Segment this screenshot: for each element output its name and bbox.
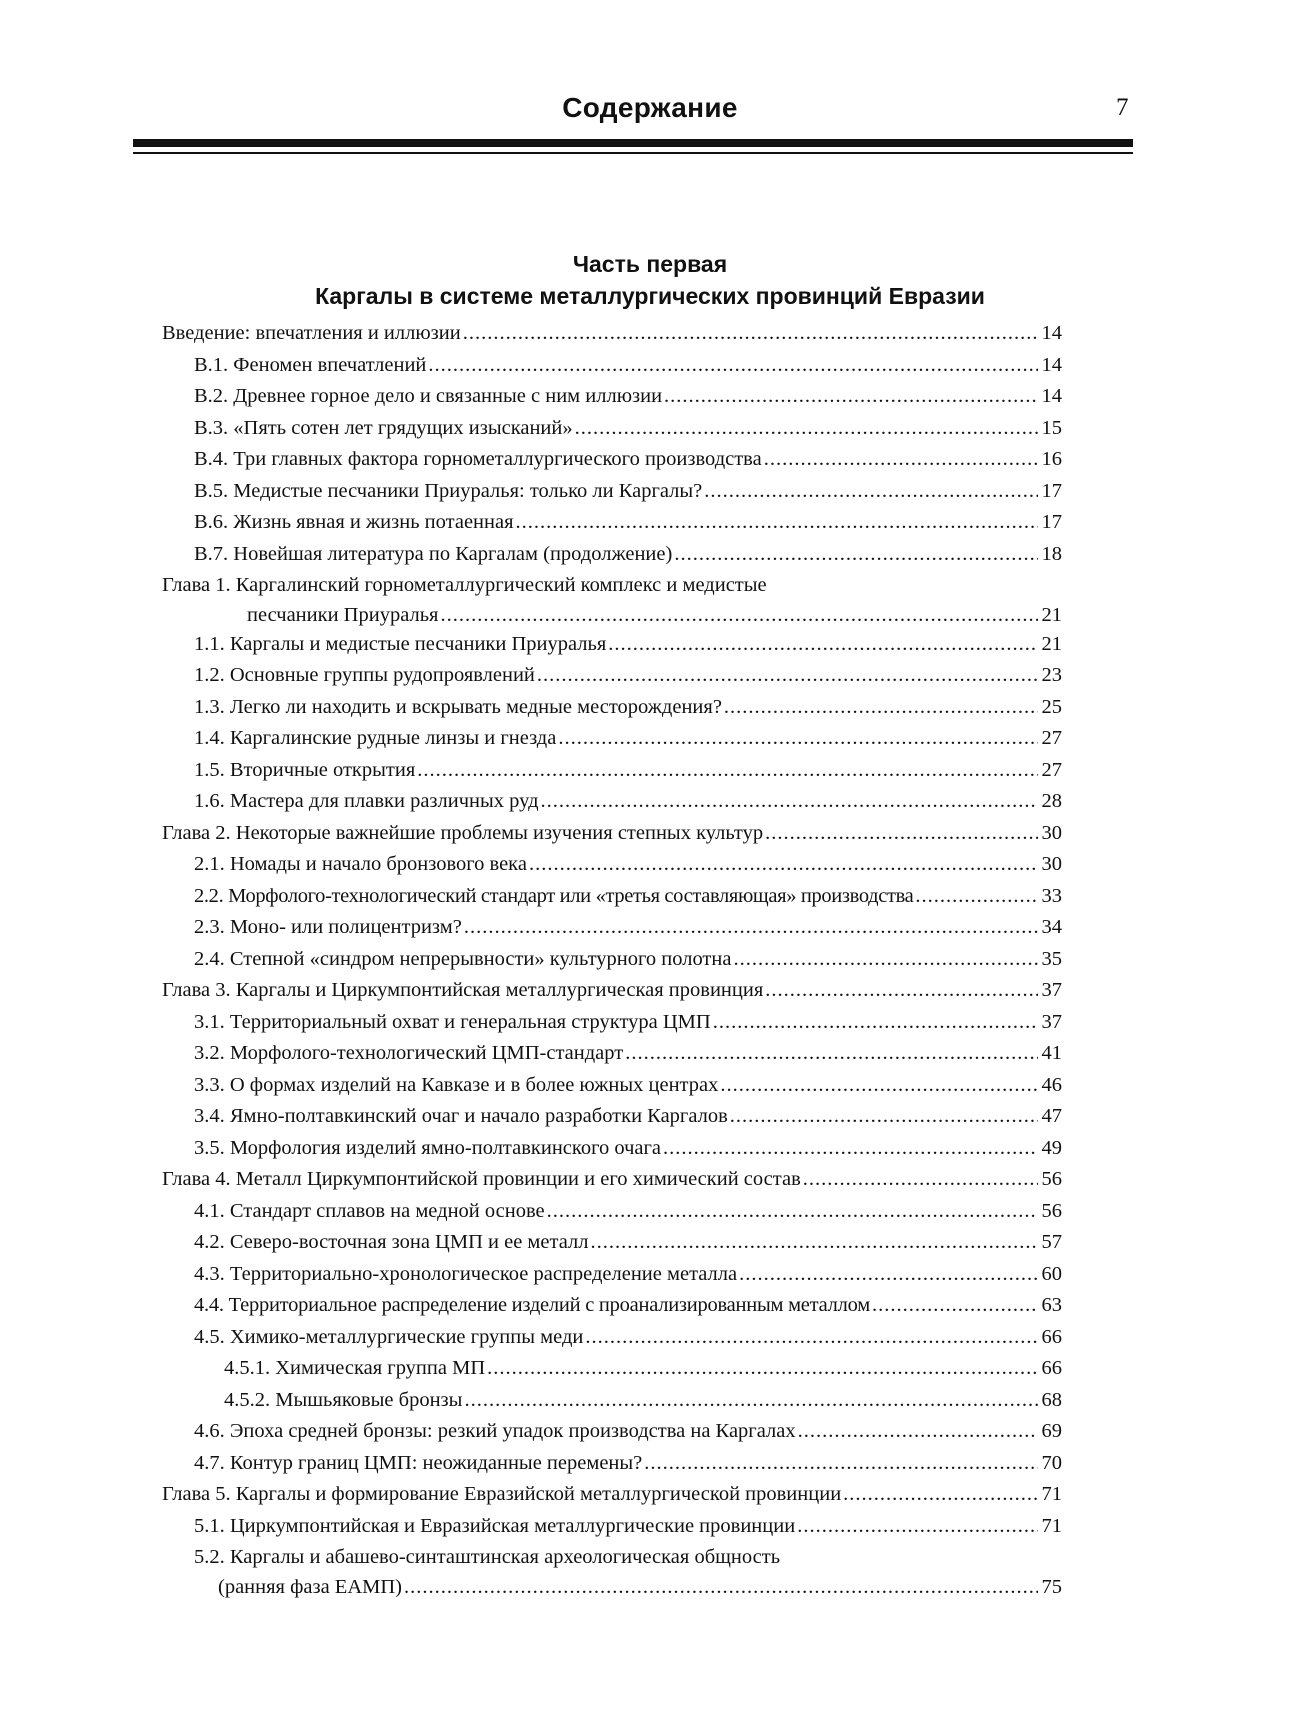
toc-entry-page: 66 — [1041, 1357, 1062, 1379]
dot-leader — [441, 602, 1039, 629]
toc-entry — [162, 755, 1062, 787]
toc-entry-label: 5.2. Каргалы и абашево-синташтинская археологическая общность — [194, 1546, 781, 1568]
toc-entry — [162, 849, 1062, 881]
dot-leader — [704, 476, 1038, 508]
toc-entry-label: 3.5. Морфология изделий ямно-полтавкинского очага — [194, 1136, 661, 1159]
toc-entry-label: В.6. Жизнь явная и жизнь потаенная — [194, 511, 514, 533]
toc-entry-label: 4.2. Северо-восточная зона ЦМП и ее металл — [194, 1231, 589, 1253]
toc-entry-label: В.4. Три главных фактора горнометаллургического производства — [194, 448, 762, 470]
toc-entry — [162, 1511, 1062, 1543]
dot-leader — [464, 1385, 1038, 1417]
toc-entry — [162, 1322, 1062, 1354]
toc-entry-page: 21 — [1041, 603, 1062, 626]
toc-entry-label: 2.2. Морфолого-технологический стандарт или «третья составляющая» производства — [194, 884, 914, 907]
toc-entry — [162, 350, 1062, 382]
toc-entry-label: 3.2. Морфолого-технологический ЦМП-стандарт — [194, 1042, 624, 1064]
toc-entry — [162, 1448, 1062, 1480]
toc-entry-label: 2.3. Моно- или полицентризм? — [194, 916, 462, 938]
toc-entry — [162, 629, 1062, 661]
toc-entry — [162, 1070, 1062, 1102]
toc-entry — [162, 692, 1062, 724]
dot-leader — [797, 1511, 1038, 1543]
toc-chapter-4 — [162, 1164, 1062, 1196]
toc-entry-page: 14 — [1041, 353, 1062, 376]
toc-chapter-5 — [162, 1479, 1062, 1511]
toc-entry-page: 71 — [1041, 1514, 1062, 1537]
toc-entry — [162, 507, 1062, 539]
toc-entry-page: 37 — [1041, 1010, 1062, 1033]
toc-entry — [162, 1227, 1062, 1259]
toc-entry-page: 47 — [1041, 1105, 1062, 1127]
toc-entry-label: 4.1. Стандарт сплавов на медной основе — [194, 1199, 545, 1222]
dot-leader — [739, 1259, 1038, 1291]
dot-leader — [585, 1322, 1038, 1354]
toc-entry — [162, 881, 1062, 913]
toc-entry-page: 15 — [1041, 416, 1062, 439]
dot-leader — [674, 539, 1038, 571]
toc-entry-page: 49 — [1041, 1136, 1062, 1159]
page-header-title: Содержание — [562, 92, 738, 123]
toc-entry — [162, 413, 1062, 445]
toc-chapter-3 — [162, 975, 1062, 1007]
dot-leader — [464, 912, 1038, 944]
dot-leader — [872, 1290, 1038, 1322]
toc-entry-label: Глава 4. Металл Циркумпонтийской провинции и его химический состав — [162, 1168, 801, 1190]
toc-entry — [162, 1290, 1062, 1322]
toc-entry-page: 14 — [1041, 385, 1062, 407]
dot-leader — [404, 1574, 1038, 1601]
dot-leader — [529, 849, 1038, 881]
toc-entry-page: 14 — [1041, 322, 1062, 344]
dot-leader — [575, 413, 1038, 445]
toc-entry-label-continued: песчаники Приуралья — [247, 603, 439, 626]
toc-chapter-1 — [162, 570, 1062, 602]
toc-entry — [162, 1259, 1062, 1291]
dot-leader — [764, 444, 1038, 476]
toc-entry-page: 46 — [1041, 1073, 1062, 1096]
dot-leader — [516, 507, 1038, 539]
dot-leader — [417, 755, 1038, 787]
toc-entry-label: 2.1. Номады и начало бронзового века — [194, 853, 527, 875]
toc-entry — [162, 1416, 1062, 1448]
header-rule-thick — [133, 139, 1133, 147]
toc-entry-label: В.3. «Пять сотен лет грядущих изысканий» — [194, 416, 573, 439]
dot-leader — [625, 1038, 1038, 1070]
toc-entry-page: 27 — [1041, 758, 1062, 781]
dot-leader — [547, 1196, 1038, 1228]
toc-entry — [162, 912, 1062, 944]
dot-leader — [663, 1133, 1038, 1165]
dot-leader — [664, 381, 1038, 413]
toc-entry-page: 18 — [1041, 542, 1062, 565]
toc-entry-label: Глава 5. Каргалы и формирование Евразийской металлургической провинции — [162, 1483, 842, 1505]
toc-subentry — [162, 1385, 1062, 1417]
part-title: Часть первая — [572, 251, 728, 277]
toc-entry-label: 2.4. Степной «синдром непрерывности» культурного полотна — [194, 947, 732, 970]
toc-entry-label: 4.5. Химико-металлургические группы меди — [194, 1325, 584, 1348]
toc-entry — [162, 539, 1062, 571]
toc-entry-label: 4.4. Территориальное распределение изделий с проанализированным металлом — [194, 1294, 870, 1316]
dot-leader — [541, 786, 1038, 818]
toc-entry-label-continued: (ранняя фаза ЕАМП) — [218, 1575, 402, 1598]
toc-entry-page: 27 — [1041, 727, 1062, 749]
toc-entry-label: Глава 3. Каргалы и Циркумпонтийская металлургическая провинция — [162, 979, 764, 1001]
dot-leader — [724, 692, 1038, 724]
toc-entry-label: 4.5.1. Химическая группа МП — [224, 1357, 486, 1379]
toc-entry-page: 34 — [1041, 916, 1062, 938]
toc-entry — [162, 786, 1062, 818]
toc-entry-label: 4.5.2. Мышьяковые бронзы — [224, 1388, 463, 1411]
toc-entry-label: 3.3. О формах изделий на Кавказе и в более южных центрах — [194, 1073, 719, 1096]
toc-entry — [162, 444, 1062, 476]
toc-entry-page: 63 — [1041, 1294, 1062, 1316]
dot-leader — [463, 318, 1038, 350]
toc-entry — [162, 1038, 1062, 1070]
header-rule-thin — [133, 152, 1133, 154]
toc-entry-label: 1.1. Каргалы и медистые песчаники Приуралья — [194, 632, 607, 655]
dot-leader — [765, 975, 1038, 1007]
toc-entry-label: В.5. Медистые песчаники Приуралья: только ли Каргалы? — [194, 479, 703, 502]
toc-entry-label: 4.7. Контур границ ЦМП: неожиданные перемены? — [194, 1451, 643, 1474]
toc-entry-label: 1.2. Основные группы рудопроявлений — [194, 664, 535, 686]
toc-entry-label: Глава 1. Каргалинский горнометаллургический комплекс и медистые — [162, 574, 767, 596]
table-of-contents — [162, 318, 1062, 1601]
toc-entry-page: 16 — [1041, 448, 1062, 470]
toc-entry-label: Введение: впечатления и иллюзии — [162, 322, 461, 344]
toc-entry-page: 69 — [1041, 1420, 1062, 1442]
dot-leader — [803, 1164, 1038, 1196]
toc-entry-page: 37 — [1041, 979, 1062, 1001]
toc-entry-label: 3.4. Ямно-полтавкинский очаг и начало разработки Каргалов — [194, 1105, 728, 1127]
toc-entry-page: 30 — [1041, 821, 1062, 844]
toc-entry-page: 35 — [1041, 947, 1062, 970]
dot-leader — [843, 1479, 1038, 1511]
toc-entry-page: 71 — [1041, 1483, 1062, 1505]
toc-entry-page: 56 — [1041, 1199, 1062, 1222]
dot-leader — [428, 350, 1038, 382]
toc-entry-label: В.1. Феномен впечатлений — [194, 353, 427, 376]
toc-entry-page: 68 — [1041, 1388, 1062, 1411]
toc-entry-5-2-continuation — [162, 1574, 1062, 1601]
dot-leader — [730, 1101, 1038, 1133]
dot-leader — [537, 660, 1038, 692]
dot-leader — [915, 881, 1038, 913]
toc-entry-label: 4.3. Территориально-хронологическое распределение металла — [194, 1262, 738, 1285]
toc-entry — [162, 944, 1062, 976]
dot-leader — [733, 944, 1038, 976]
dot-leader — [720, 1070, 1038, 1102]
toc-entry — [162, 1133, 1062, 1165]
dot-leader — [644, 1448, 1038, 1480]
toc-entry — [162, 1101, 1062, 1133]
toc-entry — [162, 476, 1062, 508]
toc-entry-page: 28 — [1041, 790, 1062, 812]
toc-entry-label: В.2. Древнее горное дело и связанные с ним иллюзии — [194, 385, 663, 407]
toc-entry-page: 21 — [1041, 632, 1062, 655]
toc-chapter-1-continuation — [162, 602, 1062, 629]
toc-entry-page: 33 — [1041, 884, 1062, 907]
dot-leader — [798, 1416, 1038, 1448]
toc-entry-label: В.7. Новейшая литература по Каргалам (продолжение) — [194, 542, 673, 565]
toc-entry-page: 66 — [1041, 1325, 1062, 1348]
toc-entry-page: 41 — [1041, 1042, 1062, 1064]
toc-entry — [162, 660, 1062, 692]
part-subtitle: Каргалы в системе металлургических провинций Евразии — [315, 283, 985, 309]
dot-leader — [608, 629, 1038, 661]
toc-entry-page: 30 — [1041, 853, 1062, 875]
toc-entry-label: 5.1. Циркумпонтийская и Евразийская металлургические провинции — [194, 1514, 796, 1537]
toc-entry-page: 25 — [1041, 695, 1062, 718]
toc-entry-page: 56 — [1041, 1168, 1062, 1190]
toc-entry — [162, 1007, 1062, 1039]
toc-entry-label: 1.6. Мастера для плавки различных руд — [194, 790, 539, 812]
toc-entry-label: 4.6. Эпоха средней бронзы: резкий упадок производства на Каргалах — [194, 1420, 796, 1442]
toc-entry-5-2 — [162, 1542, 1062, 1574]
toc-entry-page: 23 — [1041, 664, 1062, 686]
toc-entry-label: Глава 2. Некоторые важнейшие проблемы изучения степных культур — [162, 821, 764, 844]
toc-entry-page: 70 — [1041, 1451, 1062, 1474]
page-number: 7 — [1116, 94, 1129, 121]
toc-entry-label: 3.1. Территориальный охват и генеральная структура ЦМП — [194, 1010, 711, 1033]
toc-entry-page: 75 — [1041, 1575, 1062, 1598]
dot-leader — [765, 818, 1038, 850]
toc-entry — [162, 723, 1062, 755]
dot-leader — [558, 723, 1038, 755]
toc-entry — [162, 1196, 1062, 1228]
toc-entry — [162, 381, 1062, 413]
dot-leader — [590, 1227, 1038, 1259]
toc-entry-label: 1.3. Легко ли находить и вскрывать медные месторождения? — [194, 695, 722, 718]
dot-leader — [713, 1007, 1038, 1039]
toc-subentry — [162, 1353, 1062, 1385]
toc-entry-page: 57 — [1041, 1231, 1062, 1253]
toc-entry-page: 17 — [1041, 511, 1062, 533]
toc-entry-page: 60 — [1041, 1262, 1062, 1285]
dot-leader — [487, 1353, 1038, 1385]
toc-entry-label: 1.5. Вторичные открытия — [194, 758, 416, 781]
toc-entry-intro — [162, 318, 1062, 350]
toc-entry-page: 17 — [1041, 479, 1062, 502]
toc-chapter-2 — [162, 818, 1062, 850]
toc-entry-label: 1.4. Каргалинские рудные линзы и гнезда — [194, 727, 557, 749]
